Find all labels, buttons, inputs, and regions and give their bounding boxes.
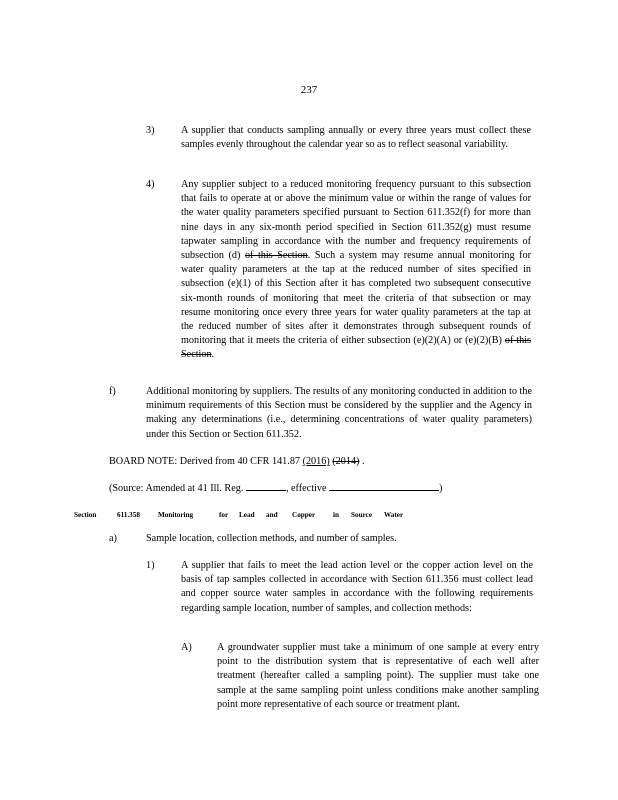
section-heading-title-word: Copper (292, 511, 316, 519)
effective-date-blank (329, 480, 439, 491)
item-4-text (181, 178, 531, 363)
item-f-marker: f) (109, 386, 116, 397)
item-a-text: Sample location, collection methods, and number of samples. (146, 533, 397, 544)
item-a1-marker: 1) (146, 560, 155, 571)
item-a1A-marker: A) (181, 642, 192, 653)
item-3-marker: 3) (146, 125, 155, 136)
page-number: 237 (300, 84, 318, 96)
section-heading-word: Section (74, 511, 97, 519)
source-text-b: , effective (285, 483, 330, 494)
section-heading-title-word: for (219, 511, 229, 519)
item-a1A-text: A groundwater supplier must take a minimum of one sample at every entry point to the distribution system that is representative of each well after treatment (hereafter called a sampling point). The supplier must take one sample at the same sampling point unless conditions make another sampling point more representative of each source or treatment plant. (217, 642, 539, 710)
item-4-marker: 4) (146, 179, 155, 190)
board-note-underlined: (2016) (302, 456, 330, 467)
board-note-suffix: . (359, 456, 365, 467)
item-f-text: Additional monitoring by suppliers. The results of any monitoring conducted in addition to the minimum requirements of this Section must be considered by the supplier and the Agency in making any determinations (i.e., determining concentrations of water quality parameters) under this Section or Section 611.352. (146, 386, 532, 440)
section-heading-title-word: and (266, 511, 278, 519)
board-note-prefix: BOARD NOTE: Derived from 40 CFR 141.87 (109, 456, 303, 467)
item-4-text-c: . (211, 349, 215, 361)
item-3-text: A supplier that conducts sampling annually or every three years must collect these samples evenly throughout the calendar year so as to reflect seasonal variability. (181, 125, 531, 151)
item-4-struck-b: of this Section (181, 335, 531, 361)
item-4-text-a: Any supplier subject to a reduced monitoring frequency pursuant to this subsection that fails to operate at or above the minimum value or within the range of values for the water quality parameters specified pursuant to Section 611.352(f) for more than nine days in any six-month period specified in Section 611.352(g) must resume tapwater sampling in accordance with the number and frequency requirements of subsection (d) (181, 179, 531, 262)
section-heading-title-word: Monitoring (158, 511, 194, 519)
section-heading-title-word: in (333, 511, 339, 519)
board-note (109, 455, 365, 469)
item-4-text-b: . Such a system may resume annual monitoring for water quality parameters at the tap at the reduced number of sites specified in subsection (e)(1) of this Section after it has completed two subsequent consecutive six-month rounds of monitoring that meet the criteria of that subsection or may resume monitoring once every three years for water quality parameters at the tap at the reduced number of sites after it demonstrates through subsequent rounds of monitoring that it meets the criteria of either subsection (e)(2)(A) or (e)(2)(B) (181, 250, 532, 347)
item-a1-text: A supplier that fails to meet the lead action level or the copper action level on the basis of tap samples collected in accordance with Section 611.356 must collect lead and copper source water samples in accordance with the following requirements regarding sample location, number of samples, and collection methods: (181, 560, 533, 614)
source-text-c: ) (439, 483, 443, 494)
section-heading-number: 611.358 (117, 511, 140, 519)
item-4-struck-a: of this Section (244, 250, 308, 262)
section-heading-title-word: Water (384, 511, 404, 519)
section-heading-title-word: Source (351, 511, 373, 519)
register-blank (246, 480, 286, 491)
source-line (109, 480, 442, 496)
section-heading-title-word: Lead (239, 511, 255, 519)
board-note-struck: (2014) (332, 456, 360, 467)
source-text-a: (Source: Amended at 41 Ill. Reg. (109, 483, 246, 494)
item-a-marker: a) (109, 533, 117, 544)
